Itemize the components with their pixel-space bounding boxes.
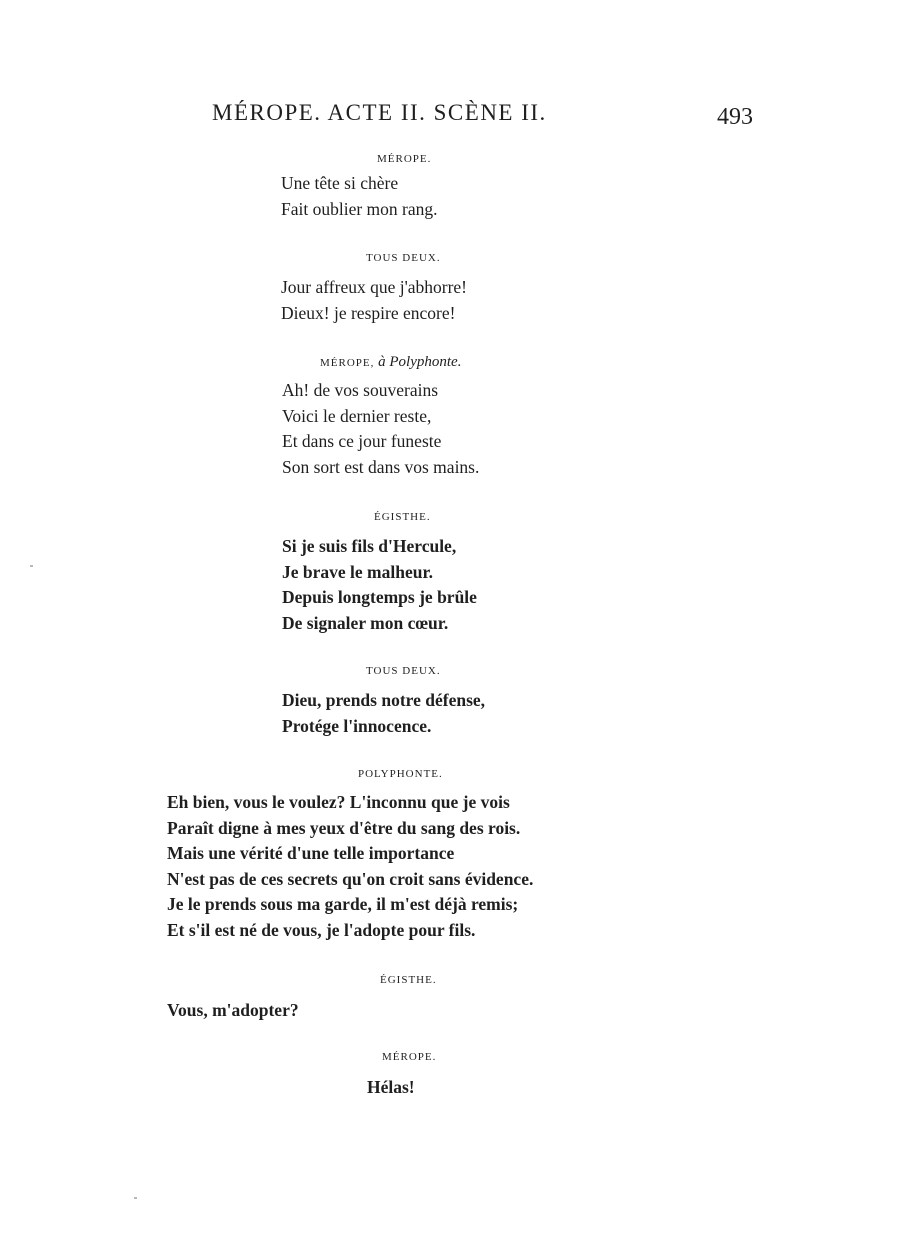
verse-lines [367,1075,415,1101]
running-head: MÉROPE. ACTE II. SCÈNE II. [212,100,547,125]
verse-line: Une tête si chère [281,173,399,193]
verse-lines [281,171,438,222]
speaker-name: MÉROPE. [377,153,432,165]
verse-line: Dieu, prends notre défense, [282,690,486,710]
verse-lines [282,534,477,636]
speaker-name [320,354,461,371]
speaker-name: ÉGISTHE. [374,511,431,523]
verse-line: Protége l'innocence. [282,715,432,736]
verse-line: Mais une vérité d'une telle importance [167,843,455,863]
verse-line: N'est pas de ces secrets qu'on croit sans évidence. [167,868,534,889]
verse-line: Jour affreux que j'abhorre! [281,277,468,297]
verse-line: Si je suis fils d'Hercule, [282,536,457,556]
print-speck [30,565,33,567]
speaker-name: MÉROPE. [382,1051,437,1063]
verse-line: Eh bien, vous le voulez? L'inconnu que je vois [167,792,510,812]
speaker-name: TOUS DEUX. [366,252,441,264]
verse-lines [167,998,299,1024]
verse-line: Dieux! je respire encore! [281,302,456,323]
verse-line: Depuis longtemps je brûle [282,587,477,607]
verse-line: Ah! de vos souverains [282,380,439,400]
verse-line: Paraît digne à mes yeux d'être du sang des rois. [167,817,521,838]
speaker-name: ÉGISTHE. [380,974,437,986]
verse-line: Et dans ce jour funeste [282,431,442,451]
verse-line: Son sort est dans vos mains. [282,456,480,477]
verse-line: De signaler mon cœur. [282,612,449,633]
verse-line: Et s'il est né de vous, je l'adopte pour fils. [167,919,476,940]
verse-line: Je le prends sous ma garde, il m'est déjà remis; [167,894,519,914]
speaker-label: MÉROPE, [320,357,375,369]
verse-line: Je brave le malheur. [282,561,433,582]
verse-lines [167,790,533,943]
speaker-name: POLYPHONTE. [358,768,443,780]
verse-line: Hélas! [367,1077,415,1097]
print-speck [134,1197,137,1199]
verse-line: Fait oublier mon rang. [281,198,438,219]
verse-lines [282,688,485,739]
verse-line: Vous, m'adopter? [167,1000,299,1020]
verse-line: Voici le dernier reste, [282,405,432,426]
verse-lines [281,275,467,326]
verse-lines [282,378,479,480]
stage-direction: à Polyphonte. [378,354,462,370]
speaker-name: TOUS DEUX. [366,665,441,677]
page-number: 493 [717,104,753,130]
